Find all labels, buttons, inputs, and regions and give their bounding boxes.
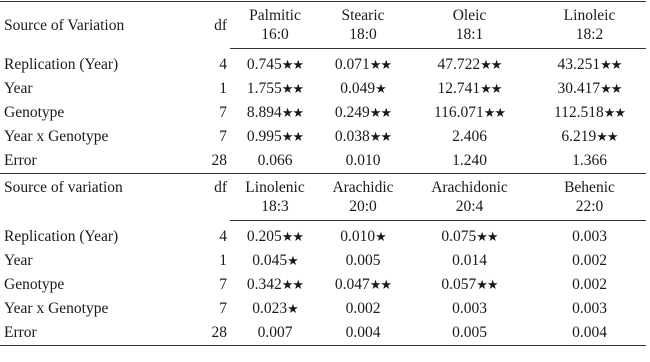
row-value: 1.240 [406,149,533,174]
significance-star: ★ [287,253,298,268]
header-col-name: Oleic [406,2,533,26]
header-col-code: 18:0 [320,25,406,49]
significance-star: ★★ [596,129,618,144]
row-value: 0.045★ [252,252,298,269]
row-value: 0.004 [533,321,646,346]
significance-star: ★★ [600,57,622,72]
header-col-name: Behenic [533,174,646,198]
significance-star: ★★ [281,129,304,144]
row-value: 0.004 [320,321,406,346]
row-value: 0.003 [572,300,607,317]
block1-body [0,53,646,174]
table-row [0,321,646,346]
row-value: 0.010 [320,149,406,174]
significance-star: ★ [375,81,386,96]
header-df: df [196,2,230,49]
row-value: 112.518★★ [553,104,626,121]
block2-body [0,225,646,346]
row-df: 1 [219,252,227,269]
row-value: 0.071★★ [334,56,392,73]
row-value: 0.002 [572,276,607,293]
row-df: 7 [219,276,227,293]
row-value: 0.023★ [252,300,298,317]
significance-star: ★ [375,229,386,244]
row-value: 0.047★★ [334,276,392,293]
header-col-code: 16:0 [230,25,320,49]
header-source: Source of variation [0,174,196,221]
significance-star: ★★ [600,81,622,96]
row-source: Replication (Year) [4,228,119,245]
row-value: 0.014 [452,252,487,269]
row-source: Error [0,149,196,174]
row-source: Year [4,80,33,97]
row-value: 12.741★★ [437,80,502,97]
table-row [0,273,646,297]
header-col-code: 20:0 [320,197,406,221]
header-col-code: 18:3 [230,197,320,221]
table-row [0,77,646,101]
significance-star: ★★ [480,57,502,72]
row-df: 7 [219,104,227,121]
header-col-name: Linolenic [230,174,320,198]
row-value: 0.003 [572,228,607,245]
row-value: 43.251★★ [557,56,622,73]
header-df: df [196,174,230,221]
row-df: 7 [219,128,227,145]
significance-star: ★★ [281,229,304,244]
row-value: 0.007 [230,321,320,346]
row-source: Error [0,321,196,346]
row-value: 1.755★★ [246,80,304,97]
row-source: Replication (Year) [4,56,119,73]
row-value: 0.342★★ [246,276,304,293]
row-value: 0.005 [345,252,381,269]
table-row [0,225,646,249]
row-value: 0.002 [572,252,607,269]
significance-star: ★★ [281,57,304,72]
row-value: 30.417★★ [557,80,622,97]
row-value: 6.219★★ [561,128,618,145]
header-col-name: Linoleic [533,2,646,26]
header-col-name: Palmitic [230,2,320,26]
header-row-block1 [0,2,646,26]
row-value: 0.005 [406,321,533,346]
table-row [0,149,646,174]
row-source: Genotype [4,276,65,293]
header-col-name: Stearic [320,2,406,26]
significance-star: ★★ [369,129,392,144]
significance-star: ★★ [483,105,506,120]
significance-star: ★★ [476,277,498,292]
significance-star: ★★ [476,229,498,244]
row-source: Year x Genotype [4,128,109,145]
table-row [0,297,646,321]
table-row [0,101,646,125]
table-row [0,249,646,273]
significance-star: ★★ [369,57,392,72]
row-df: 1 [219,80,227,97]
row-df: 28 [196,149,230,174]
row-df: 4 [219,228,227,245]
significance-star: ★★ [281,277,304,292]
significance-star: ★★ [369,105,392,120]
header-col-code: 18:2 [533,25,646,49]
significance-star: ★★ [369,277,392,292]
table-row [0,125,646,149]
header-col-code: 18:1 [406,25,533,49]
row-value: 0.249★★ [334,104,392,121]
row-value: 1.366 [533,149,646,174]
header-col-name: Arachidonic [406,174,533,198]
row-value: 116.071★★ [433,104,506,121]
significance-star: ★★ [480,81,502,96]
significance-star: ★★ [281,81,304,96]
row-value: 0.205★★ [246,228,304,245]
row-value: 0.038★★ [334,128,392,145]
row-source: Year [4,252,33,269]
header-col-code: 20:4 [406,197,533,221]
row-value: 0.049★ [340,80,386,97]
header-row-block2 [0,174,646,198]
row-df: 4 [219,56,227,73]
significance-star: ★ [287,301,298,316]
significance-star: ★★ [603,105,626,120]
row-value: 0.003 [452,300,487,317]
row-value: 0.010★ [340,228,386,245]
row-value: 0.995★★ [246,128,304,145]
header-source: Source of Variation [0,2,196,49]
row-value: 0.066 [230,149,320,174]
row-value: 0.075★★ [441,228,498,245]
row-df: 7 [219,300,227,317]
row-source: Genotype [4,104,65,121]
row-value: 8.894★★ [246,104,304,121]
header-col-name: Arachidic [320,174,406,198]
row-value: 0.002 [345,300,381,317]
significance-star: ★★ [281,105,304,120]
anova-table [0,1,646,346]
header-col-code: 22:0 [533,197,646,221]
row-df: 28 [196,321,230,346]
table-row [0,53,646,77]
row-value: 2.406 [452,128,487,145]
row-value: 0.745★★ [246,56,304,73]
row-value: 47.722★★ [437,56,502,73]
row-source: Year x Genotype [4,300,109,317]
row-value: 0.057★★ [441,276,498,293]
